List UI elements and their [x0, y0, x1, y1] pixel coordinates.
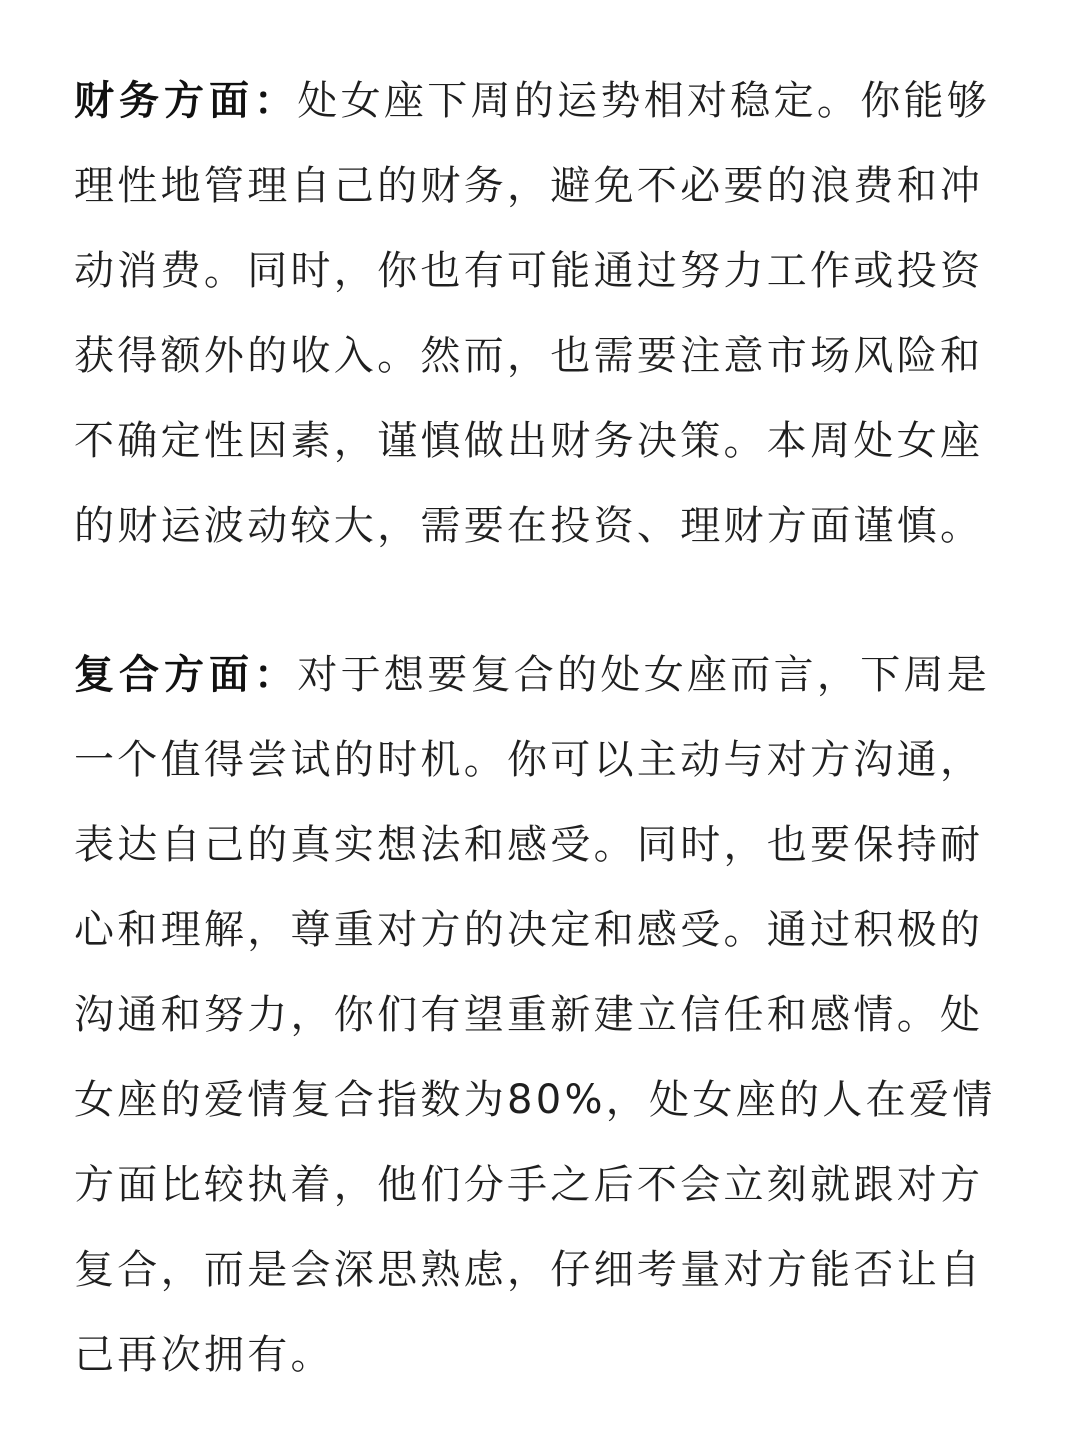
reunion-heading: 复合方面	[74, 652, 254, 698]
reunion-paragraph	[74, 633, 1014, 1398]
finance-colon: ：	[254, 78, 298, 124]
finance-heading: 财务方面	[74, 78, 254, 124]
reunion-text: 对于想要复合的处女座而言，下周是一个值得尝试的时机。你可以主动与对方沟通，表达自己的真实想法和感受。同时，也要保持耐心和理解，尊重对方的决定和感受。通过积极的沟通和努力，你们有望重新建立信任和感情。处女座的爱情复合指数为80%，处女座的人在爱情方面比较执着，他们分手之后不会立刻就跟对方复合，而是会深思熟虑，仔细考量对方能否让自己再次拥有。	[74, 652, 996, 1378]
reunion-colon: ：	[254, 652, 298, 698]
finance-paragraph	[74, 59, 1014, 569]
finance-text: 处女座下周的运势相对稳定。你能够理性地管理自己的财务，避免不必要的浪费和冲动消费。同时，你也有可能通过努力工作或投资获得额外的收入。然而，也需要注意市场风险和不确定性因素，谨慎做出财务决策。本周处女座的财运波动较大，需要在投资、理财方面谨慎。	[74, 78, 991, 549]
